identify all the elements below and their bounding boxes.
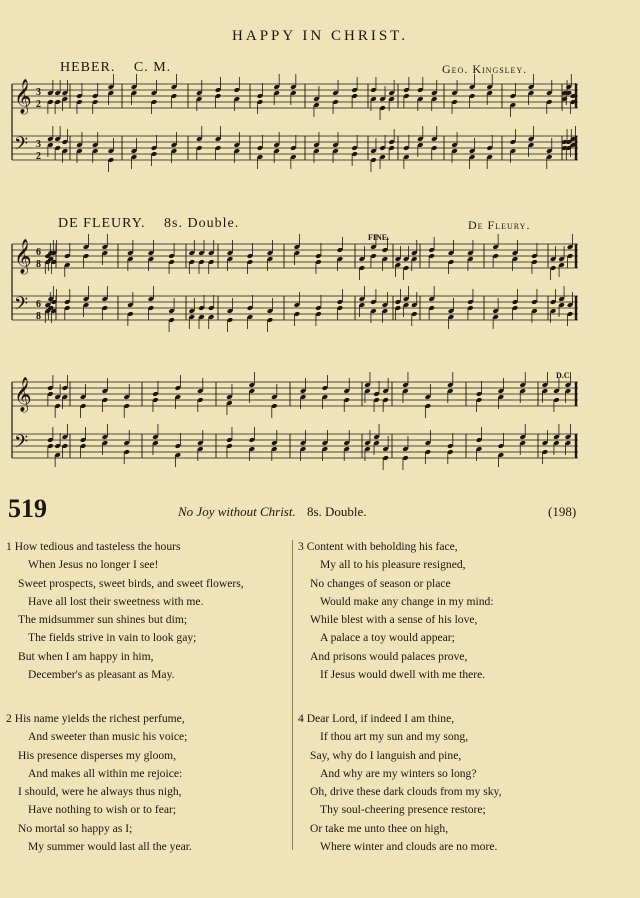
treble-staff bbox=[12, 382, 578, 406]
hymn-heading bbox=[178, 504, 367, 520]
verse-line: If thou art my sun and my song, bbox=[320, 730, 469, 744]
time-signature: 8 bbox=[36, 311, 41, 322]
time-signature: 8 bbox=[36, 259, 41, 270]
verse-line: My summer would last all the year. bbox=[28, 840, 192, 854]
verse-line: The midsummer sun shines but dim; bbox=[18, 613, 188, 627]
fine-mark: FINE. bbox=[368, 233, 390, 242]
verse-line: The fields strive in vain to look gay; bbox=[28, 631, 197, 645]
verse-line: If Jesus would dwell with me there. bbox=[320, 668, 486, 682]
verse-line: His presence disperses my gloom, bbox=[18, 748, 177, 762]
hymn-meter: 8s. Double. bbox=[306, 504, 367, 519]
treble-clef-icon: 𝄞 bbox=[14, 377, 32, 412]
verse-line: And why are my winters so long? bbox=[320, 766, 477, 780]
verse-2 bbox=[6, 710, 192, 856]
verse-line: Where winter and clouds are no more. bbox=[320, 840, 498, 854]
time-signature: 3 bbox=[36, 87, 41, 98]
bass-staff bbox=[12, 434, 578, 458]
verse-line: Say, why do I languish and pine, bbox=[310, 748, 462, 762]
bass-clef-icon: 𝄢 bbox=[14, 432, 29, 457]
tune-name: DE FLEURY. bbox=[58, 216, 146, 231]
verse-line: A palace a toy would appear; bbox=[320, 631, 455, 645]
verse-line: While blest with a sense of his love, bbox=[310, 613, 478, 627]
time-signature: 6 bbox=[36, 299, 41, 310]
verse-line: No changes of season or place bbox=[310, 576, 451, 590]
tune-composer: De Fleury. bbox=[468, 218, 531, 232]
verse-line: 4 Dear Lord, if indeed I am thine, bbox=[298, 712, 455, 725]
tune-meter: 8s. Double. bbox=[164, 216, 240, 231]
verse-line: 1 How tedious and tasteless the hours bbox=[6, 540, 181, 553]
verse-line: Have nothing to wish or to fear; bbox=[28, 803, 177, 817]
verse-line: But when I am happy in him, bbox=[18, 649, 154, 663]
hymn-number: 519 bbox=[8, 494, 47, 523]
verse-line: And sweeter than music his voice; bbox=[28, 730, 188, 744]
bass-staff bbox=[12, 296, 578, 320]
verse-line: December's as pleasant as May. bbox=[28, 668, 175, 682]
verse-line: Oh, drive these dark clouds from my sky, bbox=[310, 785, 502, 799]
bass-clef-icon: 𝄢 bbox=[14, 294, 29, 319]
verse-line: 2 His name yields the richest perfume, bbox=[6, 712, 185, 725]
verse-line: And prisons would palaces prove, bbox=[310, 649, 468, 663]
verse-line: Have all lost their sweetness with me. bbox=[28, 594, 204, 608]
dc-mark: D.C. bbox=[556, 371, 572, 380]
verse-line: Or take me unto thee on high, bbox=[310, 821, 449, 835]
time-signature: 6 bbox=[36, 247, 41, 258]
page-title: HAPPY IN CHRIST. bbox=[232, 28, 408, 44]
time-signature: 3 bbox=[36, 139, 41, 150]
verse-line: 3 Content with beholding his face, bbox=[298, 540, 458, 553]
treble-clef-icon: 𝄞 bbox=[14, 239, 32, 274]
treble-clef-icon: 𝄞 bbox=[14, 79, 32, 114]
verse-line: Thy soul-cheering presence restore; bbox=[320, 803, 486, 817]
verse-line: I should, were he always thus nigh, bbox=[18, 785, 182, 799]
verse-3 bbox=[298, 538, 494, 684]
bass-clef-icon: 𝄢 bbox=[14, 134, 29, 159]
verse-1 bbox=[6, 538, 244, 684]
tune-meter: C. M. bbox=[133, 60, 172, 75]
time-signature: 2 bbox=[36, 151, 41, 162]
time-signature: 2 bbox=[36, 99, 41, 110]
column-divider bbox=[292, 540, 293, 850]
verse-line: Sweet prospects, sweet birds, and sweet flowers, bbox=[18, 576, 244, 590]
tune-name: HEBER. bbox=[60, 60, 116, 75]
hymn-page-ref: (198) bbox=[548, 504, 577, 519]
verse-line: And makes all within me rejoice: bbox=[28, 766, 183, 780]
verse-line: When Jesus no longer I see! bbox=[28, 558, 159, 572]
verse-line: No mortal so happy as I; bbox=[18, 821, 133, 835]
verse-line: My all to his pleasure resigned, bbox=[320, 558, 466, 572]
verse-line: Would make any change in my mind: bbox=[320, 594, 494, 608]
verse-4 bbox=[298, 710, 501, 856]
hymn-title: No Joy without Christ. bbox=[178, 504, 296, 519]
tune-composer: Geo. Kingsley. bbox=[442, 62, 528, 76]
